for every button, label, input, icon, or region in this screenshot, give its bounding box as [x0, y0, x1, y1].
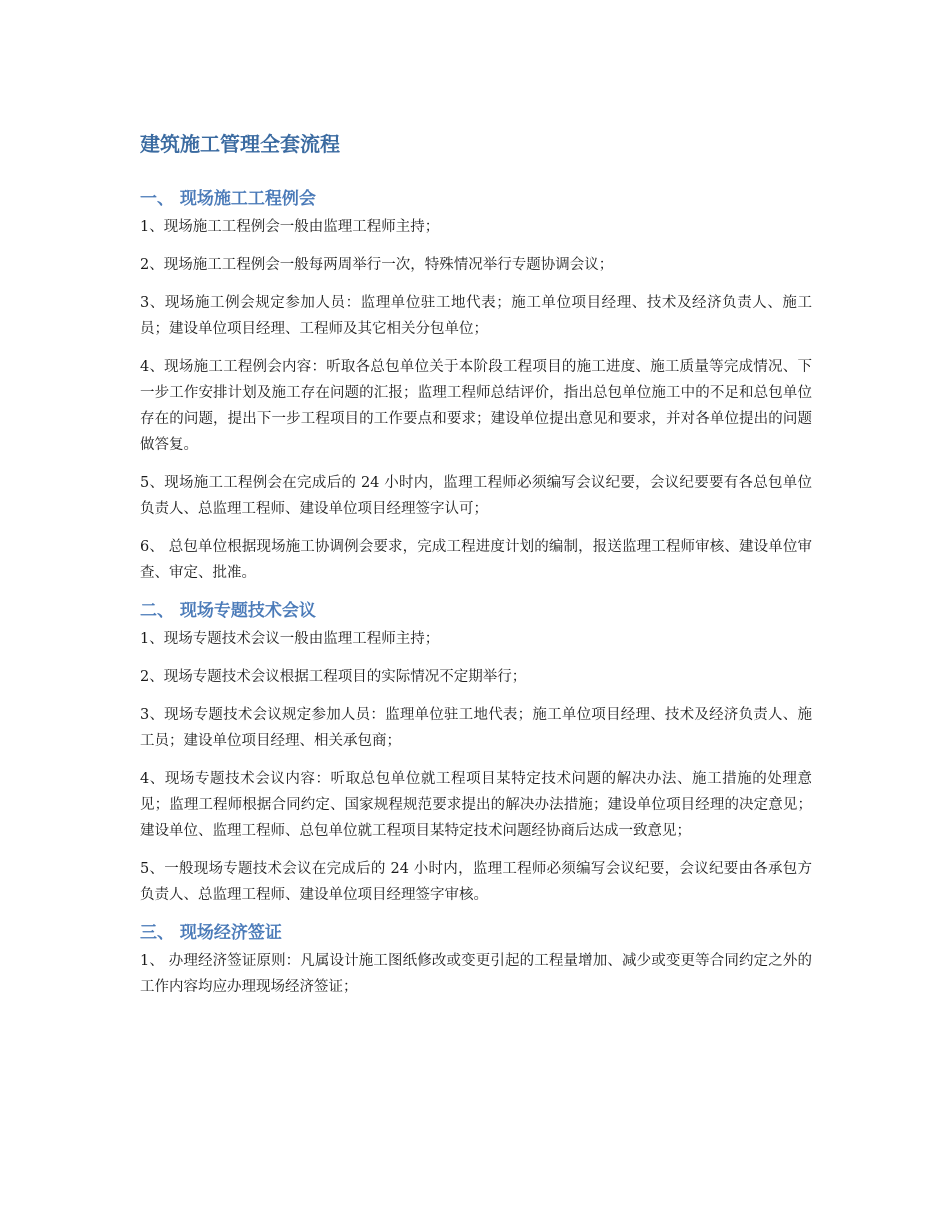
paragraph: 1、 办理经济签证原则：凡属设计施工图纸修改或变更引起的工程量增加、减少或变更等合同约定之外的工作内容均应办理现场经济签证； — [140, 953, 812, 995]
paragraph: 5、现场施工工程例会在完成后的 24 小时内，监理工程师必须编写会议纪要，会议纪要要有各总包单位负责人、总监理工程师、建设单位项目经理签字认可； — [140, 475, 812, 517]
paragraph: 5、一般现场专题技术会议在完成后的 24 小时内，监理工程师必须编写会议纪要，会议纪要由各承包方负责人、总监理工程师、建设单位项目经理签字审核。 — [140, 861, 812, 903]
paragraph: 2、现场专题技术会议根据工程项目的实际情况不定期举行； — [140, 669, 527, 685]
paragraph: 2、现场施工工程例会一般每两周举行一次，特殊情况举行专题协调会议； — [140, 257, 614, 273]
paragraph: 6、 总包单位根据现场施工协调例会要求，完成工程进度计划的编制，报送监理工程师审核、建设单位审查、审定、批准。 — [140, 539, 812, 581]
document-page — [140, 128, 812, 1012]
document-title: 建筑施工管理全套流程 — [140, 132, 340, 156]
paragraph: 4、现场施工工程例会内容：听取各总包单位关于本阶段工程项目的施工进度、施工质量等完成情况、下一步工作安排计划及施工存在问题的汇报；监理工程师总结评价，指出总包单位施工中的不足和总包单位存在的问题，提出下一步工程项目的工作要点和要求；建设单位提出意见和要求，并对各单位提出的问题做答复。 — [140, 359, 812, 453]
paragraph: 4、现场专题技术会议内容：听取总包单位就工程项目某特定技术问题的解决办法、施工措施的处理意见；监理工程师根据合同约定、国家规程规范要求提出的解决办法措施；建设单位项目经理的决定意见；建设单位、监理工程师、总包单位就工程项目某特定技术问题经协商后达成一致意见； — [140, 771, 812, 839]
paragraph: 1、现场专题技术会议一般由监理工程师主持； — [140, 631, 440, 647]
section-tech-meetings — [140, 598, 812, 908]
paragraph: 3、现场施工例会规定参加人员：监理单位驻工地代表；施工单位项目经理、技术及经济负责人、施工员；建设单位项目经理、工程师及其它相关分包单位； — [140, 295, 812, 337]
section-heading: 三、 现场经济签证 — [140, 923, 282, 943]
section-economic-visa — [140, 920, 812, 1000]
section-heading: 二、 现场专题技术会议 — [140, 601, 316, 621]
section-heading: 一、 现场施工工程例会 — [140, 189, 316, 209]
paragraph: 1、现场施工工程例会一般由监理工程师主持； — [140, 219, 440, 235]
section-meetings — [140, 186, 812, 586]
paragraph: 3、现场专题技术会议规定参加人员：监理单位驻工地代表；施工单位项目经理、技术及经济负责人、施工员；建设单位项目经理、相关承包商； — [140, 707, 812, 749]
